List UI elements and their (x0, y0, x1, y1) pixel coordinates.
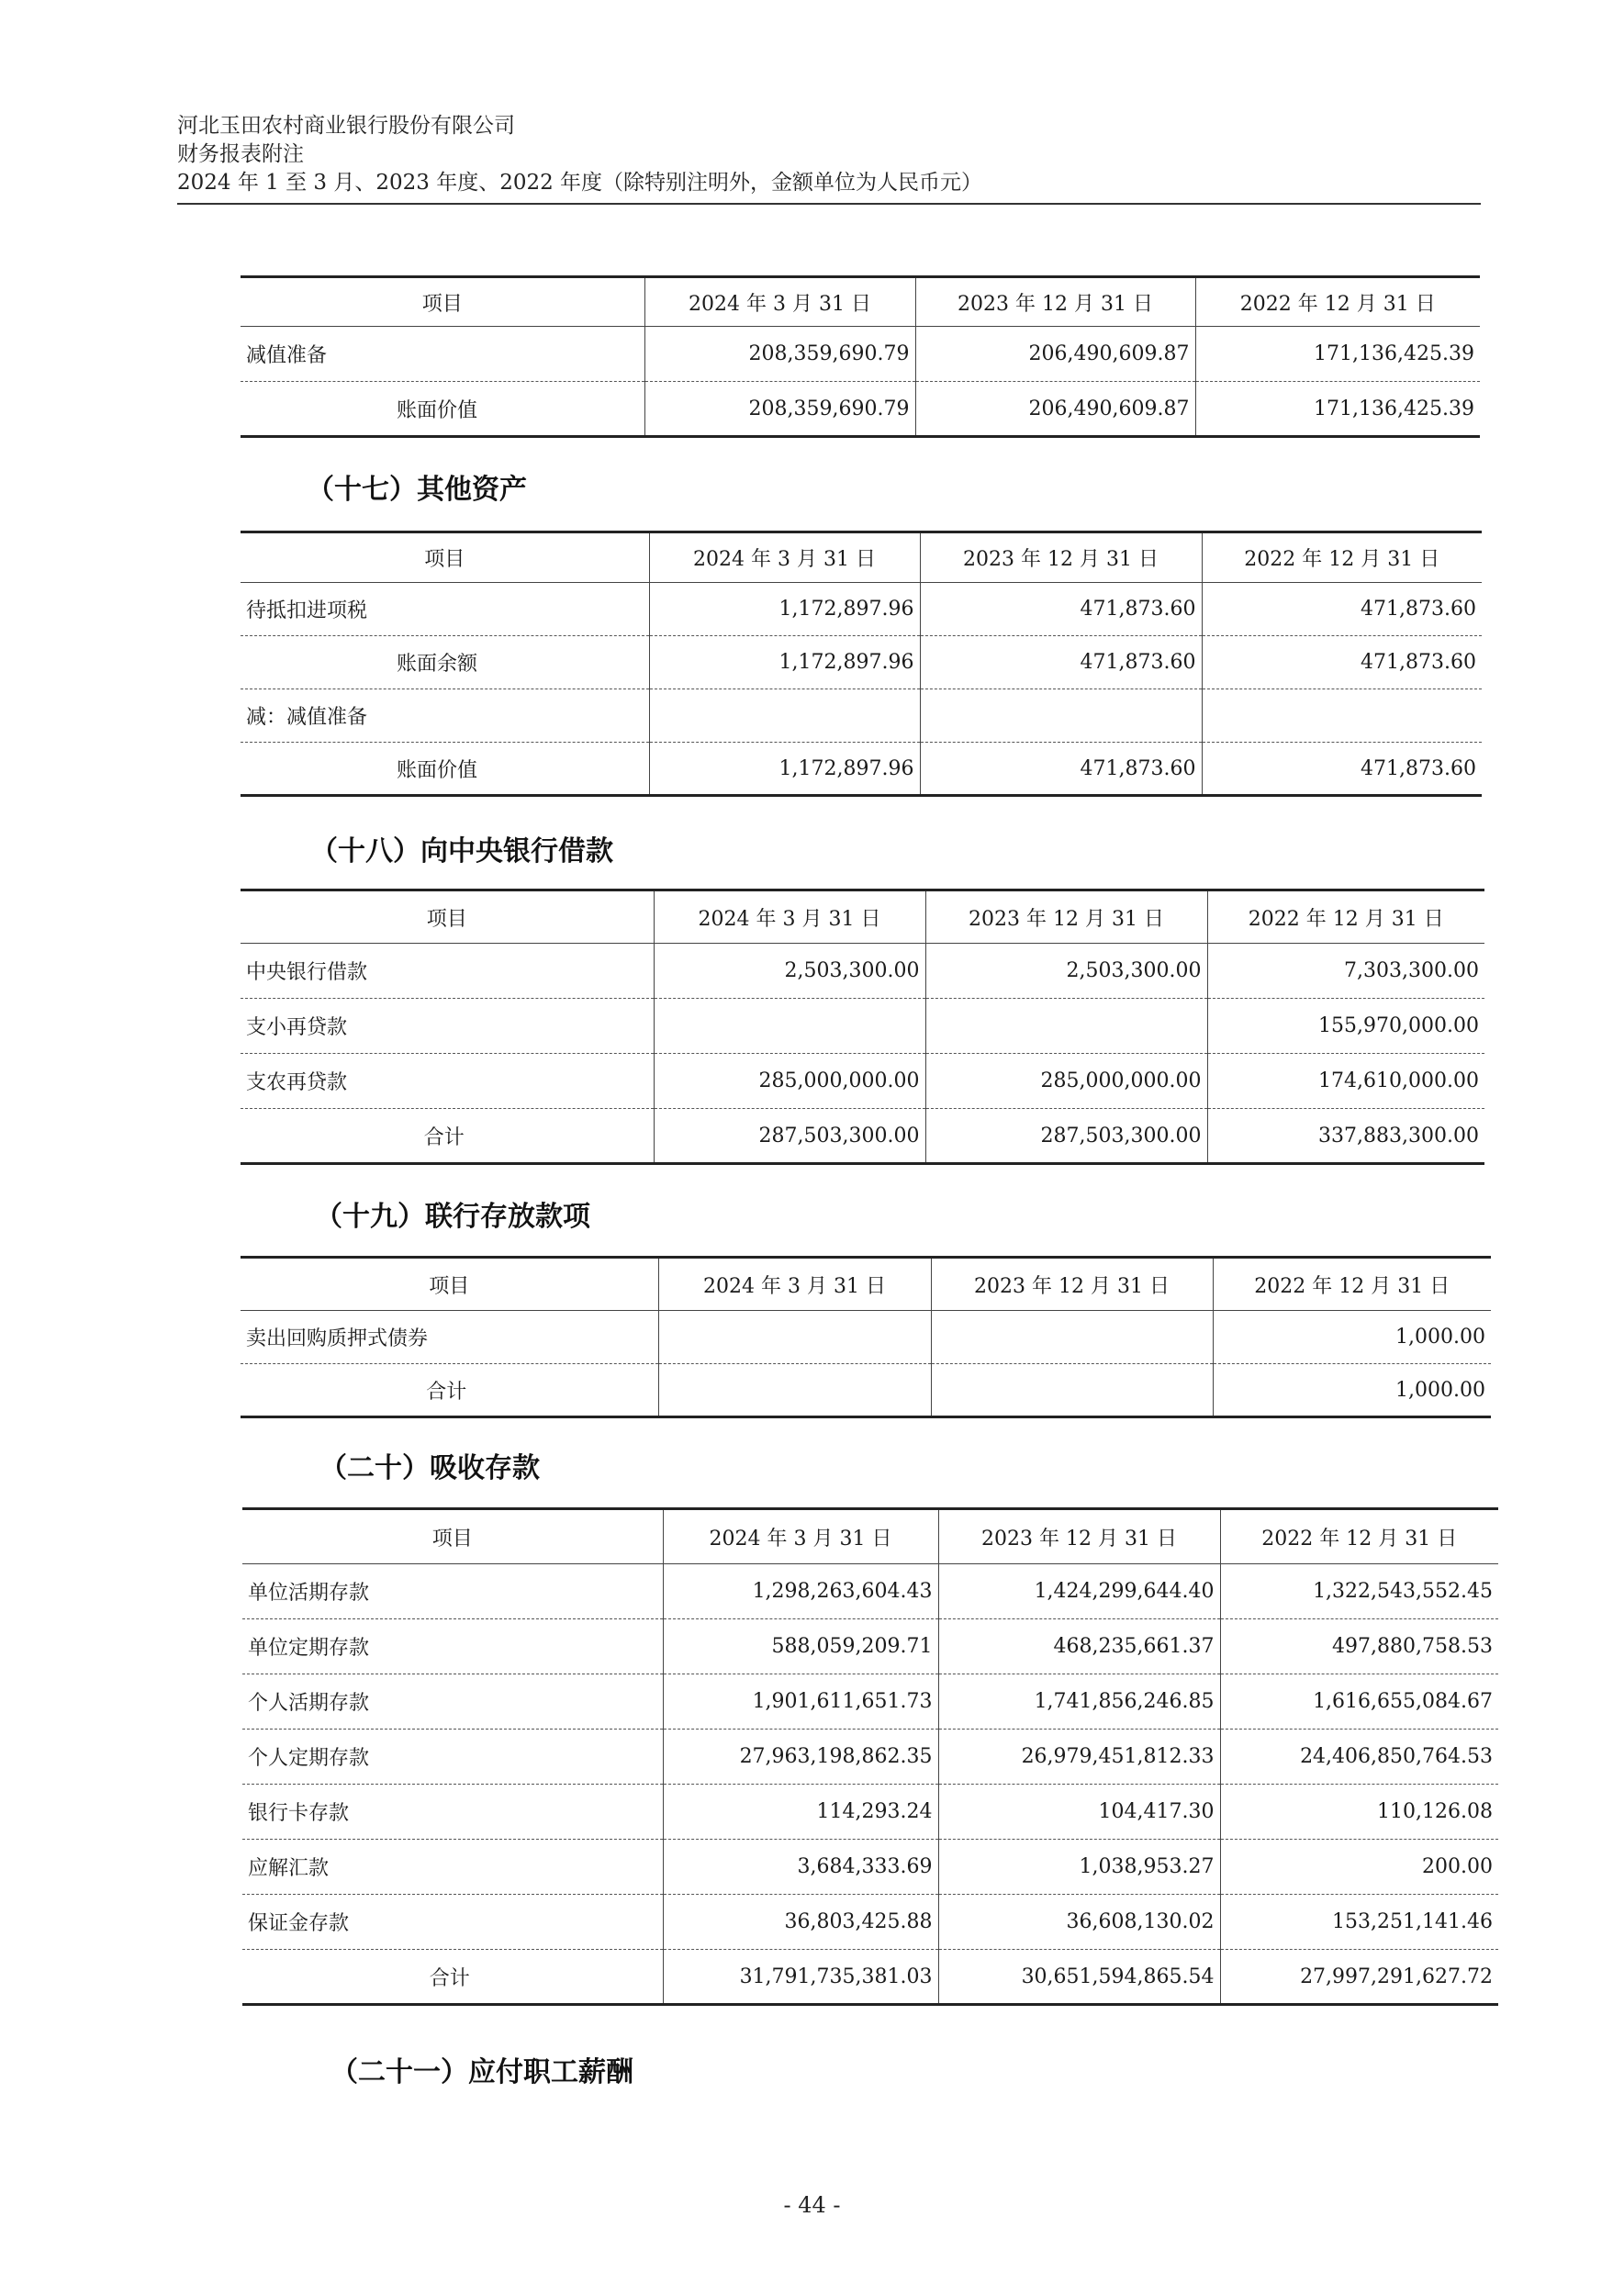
table-row: 银行卡存款 114,293.24 104,417.30 110,126.08 (242, 1785, 1498, 1840)
column-header-2023-12-31: 2023 年 12 月 31 日 (915, 277, 1195, 327)
table-row: 中央银行借款 2,503,300.00 2,503,300.00 7,303,300.00 (241, 944, 1484, 999)
table-row: 个人定期存款 27,963,198,862.35 26,979,451,812.33 24,406,850,764.53 (242, 1730, 1498, 1785)
other-assets-table (241, 531, 1482, 797)
column-header-2023-12-31: 2023 年 12 月 31 日 (931, 1258, 1213, 1311)
table-row: 单位定期存款 588,059,209.71 468,235,661.37 497,880,758.53 (242, 1619, 1498, 1674)
column-header-2024-03-31: 2024 年 3 月 31 日 (663, 1509, 938, 1564)
document-title: 财务报表附注 (177, 142, 304, 166)
column-header-2023-12-31: 2023 年 12 月 31 日 (938, 1509, 1220, 1564)
page-number: - 44 - (783, 2192, 841, 2218)
table-row: 合计 1,000.00 (241, 1364, 1491, 1417)
column-header-2023-12-31: 2023 年 12 月 31 日 (925, 890, 1207, 944)
section-title-employee-payables: （二十一）应付职工薪酬 (330, 2056, 633, 2088)
column-header-2022-12-31: 2022 年 12 月 31 日 (1213, 1258, 1491, 1311)
customer-deposits-table (242, 1507, 1498, 2006)
column-header-2024-03-31: 2024 年 3 月 31 日 (644, 277, 915, 327)
table-row: 支小再贷款 155,970,000.00 (241, 999, 1484, 1054)
table-row: 合计 287,503,300.00 287,503,300.00 337,883,300.00 (241, 1109, 1484, 1164)
section-title-central-bank-borrowings: （十八）向中央银行借款 (310, 835, 613, 868)
column-header-2022-12-31: 2022 年 12 月 31 日 (1207, 890, 1484, 944)
table-row: 卖出回购质押式债券 1,000.00 (241, 1311, 1491, 1364)
table-row: 账面价值 1,172,897.96 471,873.60 471,873.60 (241, 743, 1482, 796)
column-header-2022-12-31: 2022 年 12 月 31 日 (1220, 1509, 1498, 1564)
table-row: 个人活期存款 1,901,611,651.73 1,741,856,246.85 1,616,655,084.67 (242, 1674, 1498, 1730)
page-header (177, 112, 1481, 205)
table-row: 账面余额 1,172,897.96 471,873.60 471,873.60 (241, 636, 1482, 689)
period-note: 2024 年 1 至 3 月、2023 年度、2022 年度（除特别注明外，金额单位为人民币元） (177, 171, 983, 195)
table-row: 单位活期存款 1,298,263,604.43 1,424,299,644.40 1,322,543,552.45 (242, 1564, 1498, 1619)
column-header-2024-03-31: 2024 年 3 月 31 日 (658, 1258, 931, 1311)
central-bank-borrowings-table (241, 889, 1484, 1165)
table-row: 减：减值准备 (241, 689, 1482, 743)
impairment-continued-table (241, 275, 1480, 438)
column-header-item: 项目 (241, 277, 644, 327)
column-header-2024-03-31: 2024 年 3 月 31 日 (649, 532, 920, 583)
column-header-2022-12-31: 2022 年 12 月 31 日 (1195, 277, 1480, 327)
company-name: 河北玉田农村商业银行股份有限公司 (177, 114, 515, 138)
column-header-item: 项目 (241, 890, 654, 944)
interbank-deposits-table (241, 1256, 1491, 1418)
table-row: 待抵扣进项税 1,172,897.96 471,873.60 471,873.60 (241, 583, 1482, 636)
column-header-item: 项目 (242, 1509, 663, 1564)
column-header-item: 项目 (241, 1258, 658, 1311)
table-row: 合计 31,791,735,381.03 30,651,594,865.54 27,997,291,627.72 (242, 1950, 1498, 2005)
header-divider (177, 203, 1481, 205)
section-title-interbank-deposits: （十九）联行存放款项 (315, 1201, 590, 1233)
table-row: 保证金存款 36,803,425.88 36,608,130.02 153,251,141.46 (242, 1895, 1498, 1950)
table-row: 支农再贷款 285,000,000.00 285,000,000.00 174,610,000.00 (241, 1054, 1484, 1109)
column-header-2022-12-31: 2022 年 12 月 31 日 (1202, 532, 1482, 583)
column-header-2024-03-31: 2024 年 3 月 31 日 (654, 890, 925, 944)
section-title-other-assets: （十七）其他资产 (307, 474, 527, 506)
column-header-item: 项目 (241, 532, 649, 583)
table-row: 减值准备 208,359,690.79 206,490,609.87 171,136,425.39 (241, 327, 1480, 382)
section-title-customer-deposits: （二十）吸收存款 (319, 1452, 540, 1484)
column-header-2023-12-31: 2023 年 12 月 31 日 (920, 532, 1202, 583)
table-row: 应解汇款 3,684,333.69 1,038,953.27 200.00 (242, 1840, 1498, 1895)
table-row: 账面价值 208,359,690.79 206,490,609.87 171,136,425.39 (241, 382, 1480, 437)
